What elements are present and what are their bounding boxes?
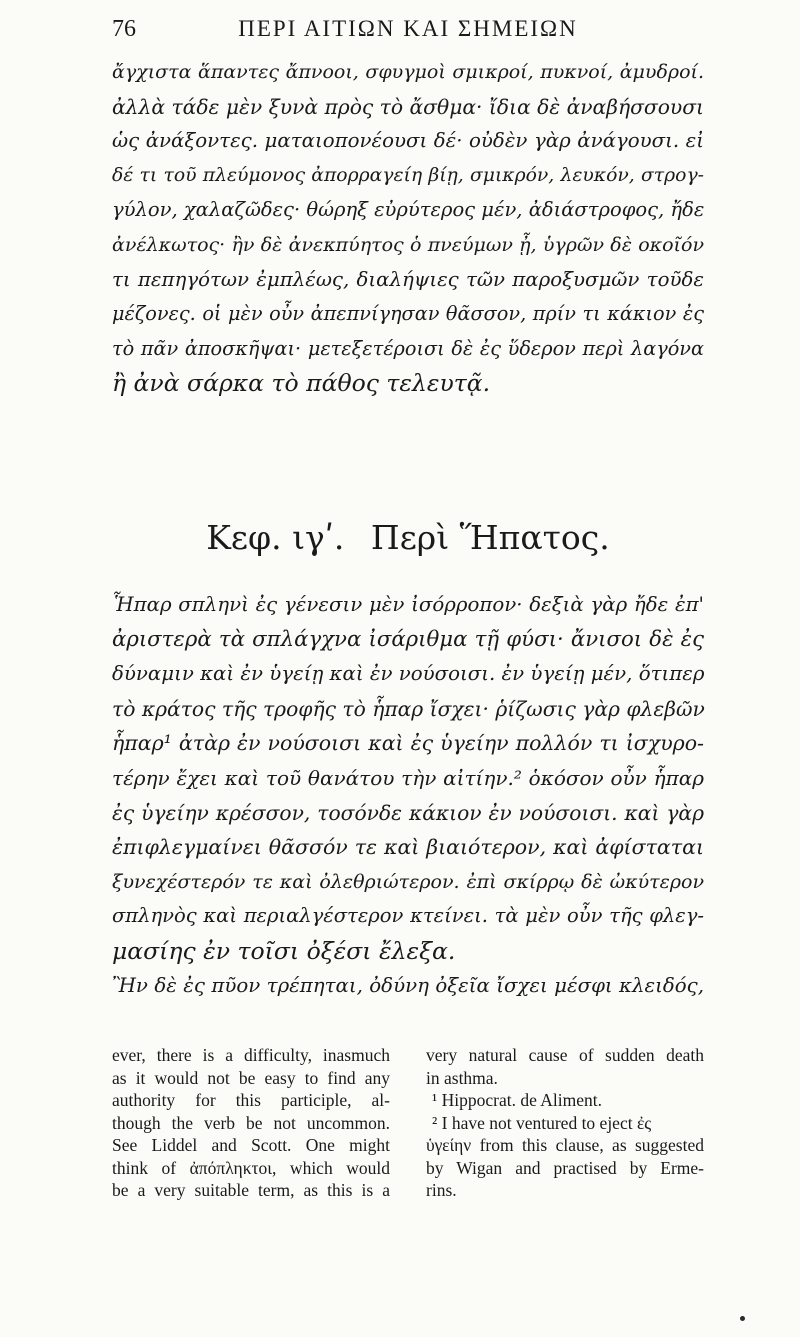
footnote-line: by Wigan and practised by Erme- xyxy=(426,1157,704,1178)
footnote-line: though the verb be not uncommon. xyxy=(112,1112,390,1133)
text-line: ἀριστερὰ τὰ σπλάγχνα ἰσάριθμα τῇ φύσι· ἄνισοι δὲ ἐς xyxy=(112,626,704,652)
chapter-heading xyxy=(112,518,704,557)
text-line: γύλον, χαλαζῶδες· θώρηξ εὐρύτερος μέν, ἀδιάστροφος, ἤδε xyxy=(112,198,705,222)
text-line: τι πεπηγότων ἐμπλέως, διαλήψιες τῶν παροξυσμῶν τοῦδε xyxy=(112,267,704,291)
text-line: Ἧπαρ σπληνὶ ἐς γένεσιν μὲν ἰσόρροπον· δεξιὰ γὰρ ἤδε ἐπ' xyxy=(112,593,704,616)
footnote-line: very natural cause of sudden death xyxy=(426,1045,704,1065)
text-line: τέρην ἔχει καὶ τοῦ θανάτου τὴν αἰτίην.² ὁκόσον οὖν ἧπαρ xyxy=(112,765,704,790)
footnote-line: ever, there is a difficulty, inasmuch xyxy=(112,1045,390,1065)
text-line: ἀλλὰ τάδε μὲν ξυνὰ πρὸς τὸ ἄσθμα· ἴδια δὲ ἀναβήσσουσι xyxy=(112,94,704,119)
footnote-line: be a very suitable term, as this is a xyxy=(112,1180,390,1200)
text-line: τὸ πᾶν ἀποσκῆψαι· μετεξετέροισι δὲ ἐς ὕδερον περὶ λαγόνα xyxy=(112,336,704,360)
footnote-1: ¹ Hippocrat. de Aliment. xyxy=(432,1090,603,1110)
footnote-line: in asthma. xyxy=(426,1067,498,1088)
footnote-2: ² I have not ventured to eject ἐς xyxy=(432,1112,652,1133)
text-line: δύναμιν καὶ ἐν ὑγείῃ καὶ ἐν νούσοισι. ἐν ὑγείῃ μέν, ὅτιπερ xyxy=(112,662,705,686)
greek-paragraph-2 xyxy=(112,588,704,1003)
footnote-line: as it would not be easy to find any xyxy=(112,1067,390,1088)
running-head-title: ΠΕΡΙ ΑΙΤΙΩΝ ΚΑΙ ΣΗΜΕΙΩΝ xyxy=(238,16,578,41)
text-line: ἧπαρ¹ ἀτὰρ ἐν νούσοισι καὶ ἐς ὑγείην πολλόν τι ἰσχυρο- xyxy=(112,731,704,756)
ink-spot xyxy=(740,1316,745,1321)
text-line: ἄγχιστα ἅπαντες ἄπνοοι, σφυγμοὶ σμικροί, πυκνοί, ἀμυδροί. xyxy=(112,61,704,83)
text-line: μασίης ἐν τοῖσι ὀξέσι ἔλεξα. xyxy=(112,936,456,965)
text-line: ξυνεχέστερόν τε καὶ ὀλεθριώτερον. ἐπὶ σκίρρῳ δὲ ὠκύτερον xyxy=(112,870,704,893)
chapter-title: Περὶ Ἥπατος. xyxy=(370,518,610,557)
chapter-number: Κεφ. ιγʹ. xyxy=(206,518,345,557)
text-line: τὸ κράτος τῆς τροφῆς τὸ ἧπαρ ἴσχει· ῥίζωσις γὰρ φλεβῶν xyxy=(112,696,705,721)
page-number: 76 xyxy=(112,16,136,42)
text-line: δέ τι τοῦ πλεύμονος ἀπορραγείη βίῃ, σμικρόν, λευκόν, στρογ- xyxy=(112,164,704,186)
text-line: ἢ ἀνὰ σάρκα τὸ πάθος τελευτᾷ. xyxy=(112,369,491,398)
footnote-column-right xyxy=(426,1044,704,1202)
running-head xyxy=(112,16,704,56)
text-line: ἐπιφλεγμαίνει θᾶσσόν τε καὶ βιαιότερον, καὶ ἀφίσταται xyxy=(112,835,704,860)
footnote-line: think of ἀπόπληκτοι, which would xyxy=(112,1157,390,1178)
footnote-line: authority for this participle, al- xyxy=(112,1090,390,1110)
text-line: σπληνὸς καὶ περιαλγέστερον κτείνει. τὰ μὲν οὖν τῆς φλεγ- xyxy=(112,904,704,928)
footnote-line: See Liddel and Scott. One might xyxy=(112,1135,390,1155)
text-line: ἀνέλκωτος· ἢν δὲ ἀνεκπύητος ὁ πνεύμων ᾖ, ὑγρῶν δὲ οκοῖόν xyxy=(112,233,704,256)
text-line: Ἢν δὲ ἐς πῦον τρέπηται, ὀδύνη ὀξεῖα ἴσχει μέσφι κλειδός, xyxy=(112,973,704,997)
text-line: μέζονες. οἱ μὲν οὖν ἀπεπνίγησαν θᾶσσον, πρίν τι κάκιον ἐς xyxy=(112,302,704,326)
footnote-line: rins. xyxy=(426,1180,457,1200)
footnote-line: ὑγείην from this clause, as suggested xyxy=(426,1135,704,1155)
footnote-column-left xyxy=(112,1044,390,1202)
text-line: ἐς ὑγείην κρέσσον, τοσόνδε κάκιον ἐν νούσοισι. καὶ γὰρ xyxy=(112,800,704,825)
text-line: ὡς ἀνάξοντες. ματαιοπονέουσι δέ· οὐδὲν γὰρ ἀνάγουσι. εἰ xyxy=(112,129,704,153)
greek-paragraph-1 xyxy=(112,55,704,401)
